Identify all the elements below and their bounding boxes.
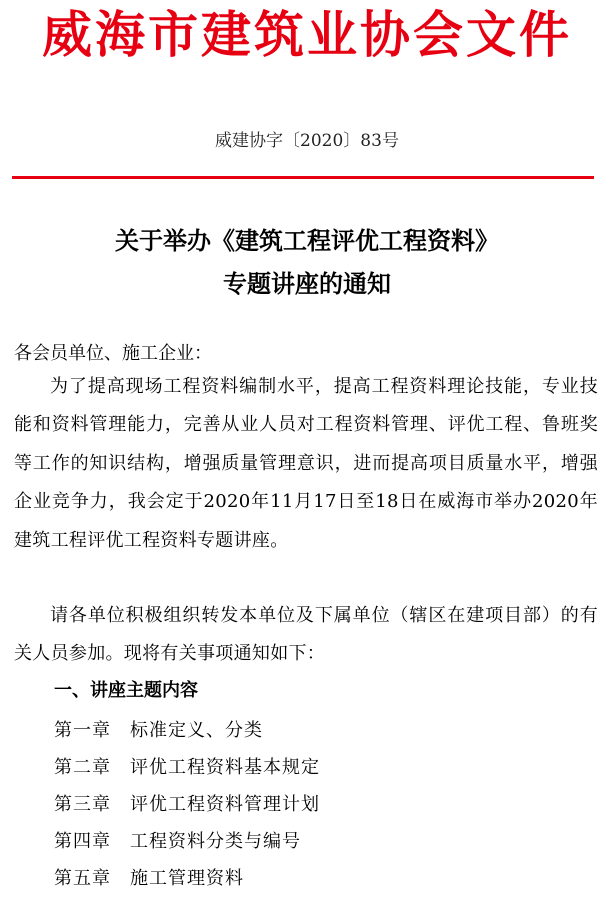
chapter-title: 评优工程资料基本规定	[130, 757, 320, 778]
chapter-title: 标准定义、分类	[130, 720, 263, 741]
chapter-number: 第二章	[54, 757, 111, 778]
chapter-item	[54, 786, 320, 823]
chapter-item	[54, 712, 320, 749]
chapter-title: 评优工程资料管理计划	[130, 794, 320, 815]
chapter-item	[54, 860, 320, 897]
body-paragraph-2: 请各单位积极组织转发本单位及下属单位（辖区在建项目部）的有关人员参加。现将有关事项通知如下：	[14, 605, 598, 665]
notice-title-line-1: 关于举办《建筑工程评优工程资料》	[115, 227, 499, 255]
body-paragraph-1: 为了提高现场工程资料编制水平，提高工程资料理论技能，专业技能和资料管理能力，完善从业人员对工程资料管理、评优工程、鲁班奖等工作的知识结构，增强质量管理意识，进而提高项目质量水平，增强企业竞争力，我会定于2020年11月17日至18日在威海市举办2020年建筑工程评优工程资料专题讲座。	[14, 376, 598, 551]
salutation: 各会员单位、施工企业：	[14, 343, 212, 364]
chapter-item	[54, 823, 320, 860]
chapter-number: 第五章	[54, 868, 111, 889]
section-heading-1: 一、讲座主题内容	[54, 680, 198, 701]
chapter-title: 施工管理资料	[130, 868, 244, 889]
document-number: 威建协字〔2020〕83号	[215, 131, 399, 151]
chapter-number: 第三章	[54, 794, 111, 815]
chapter-list	[54, 712, 320, 897]
chapter-item	[54, 749, 320, 786]
notice-title-line-2: 专题讲座的通知	[223, 270, 391, 298]
red-divider-line	[12, 176, 594, 179]
chapter-number: 第四章	[54, 831, 111, 852]
masthead-title: 威海市建筑业协会文件	[42, 6, 572, 64]
chapter-title: 工程资料分类与编号	[130, 831, 301, 852]
chapter-number: 第一章	[54, 720, 111, 741]
